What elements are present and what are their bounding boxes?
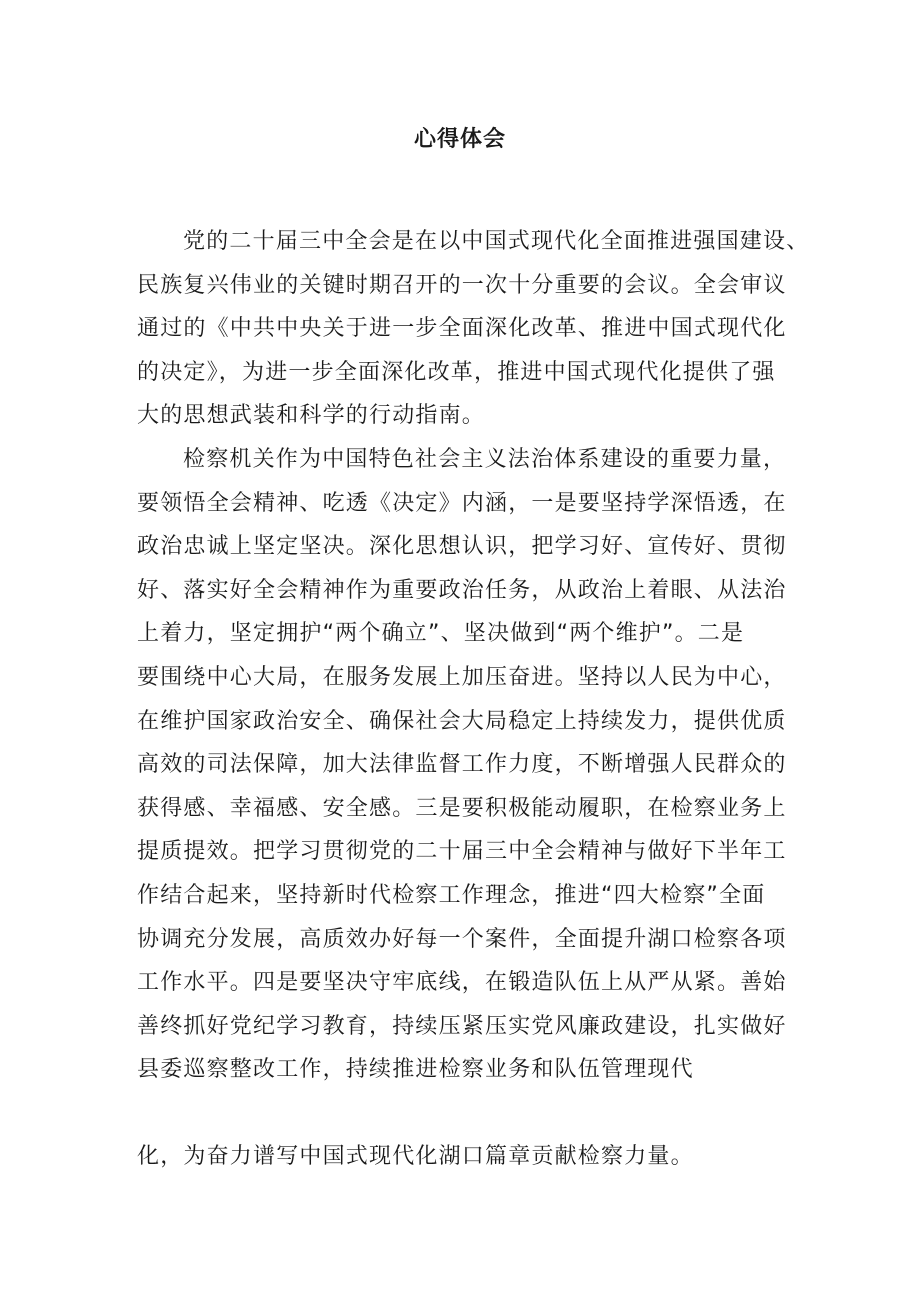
paragraph-1-line-1: 党的二十届三中全会是在以中国式现代化全面推进强国建设、 xyxy=(183,229,810,254)
paragraph-2-line-9: 获得感、幸福感、安全感。三是要积极能动履职，在检察业务上 xyxy=(137,795,787,821)
paragraph-2-line-16: 化，为奋力谱写中国式现代化湖口篇章贡献检察力量。 xyxy=(137,1143,694,1169)
paragraph-2-line-4: 好、落实好全会精神作为重要政治任务，从政治上着眼、从法治 xyxy=(137,577,787,603)
paragraph-2-line-1: 检察机关作为中国特色社会主义法治体系建设的重要力量， xyxy=(183,446,787,472)
paragraph-2-line-2: 要领悟全会精神、吃透《决定》内涵，一是要坚持学深悟透，在 xyxy=(137,490,787,516)
document-title: 心得体会 xyxy=(413,127,506,152)
paragraph-2-line-13: 工作水平。四是要坚决守牢底线，在锻造队伍上从严从紧。善始 xyxy=(137,970,787,996)
paragraph-2-line-15: 县委巡察整改工作，持续推进检察业务和队伍管理现代 xyxy=(137,1057,694,1083)
paragraph-2-line-5: 上着力，坚定拥护“两个确立”、坚决做到“两个维护”。二是 xyxy=(137,621,745,647)
paragraph-2-line-10: 提质提效。把学习贯彻党的二十届三中全会精神与做好下半年工 xyxy=(137,839,787,865)
paragraph-2-line-6: 要围绕中心大局，在服务发展上加压奋进。坚持以人民为中心， xyxy=(137,664,787,690)
paragraph-2-line-3: 政治忠诚上坚定坚决。深化思想认识，把学习好、宣传好、贯彻 xyxy=(137,534,787,560)
paragraph-1-line-2: 民族复兴伟业的关键时期召开的一次十分重要的会议。全会审议 xyxy=(137,272,787,298)
paragraph-2-line-8: 高效的司法保障，加大法律监督工作力度，不断增强人民群众的 xyxy=(137,752,787,778)
paragraph-2-line-14: 善终抓好党纪学习教育，持续压紧压实党风廉政建设，扎实做好 xyxy=(137,1013,787,1039)
paragraph-1-line-4: 的决定》，为进一步全面深化改革，推进中国式现代化提供了强 xyxy=(137,359,776,385)
paragraph-2-line-11: 作结合起来，坚持新时代检察工作理念，推进“四大检察”全面 xyxy=(137,882,766,908)
paragraph-1-line-3: 通过的《中共中央关于进一步全面深化改革、推进中国式现代化 xyxy=(137,316,787,342)
paragraph-1-line-5: 大的思想武装和科学的行动指南。 xyxy=(137,403,486,429)
paragraph-2-line-7: 在维护国家政治安全、确保社会大局稳定上持续发力，提供优质 xyxy=(137,708,787,734)
document-body xyxy=(137,220,810,1178)
paragraph-2-line-12: 协调充分发展，高质效办好每一个案件，全面提升湖口检察各项 xyxy=(137,926,787,952)
